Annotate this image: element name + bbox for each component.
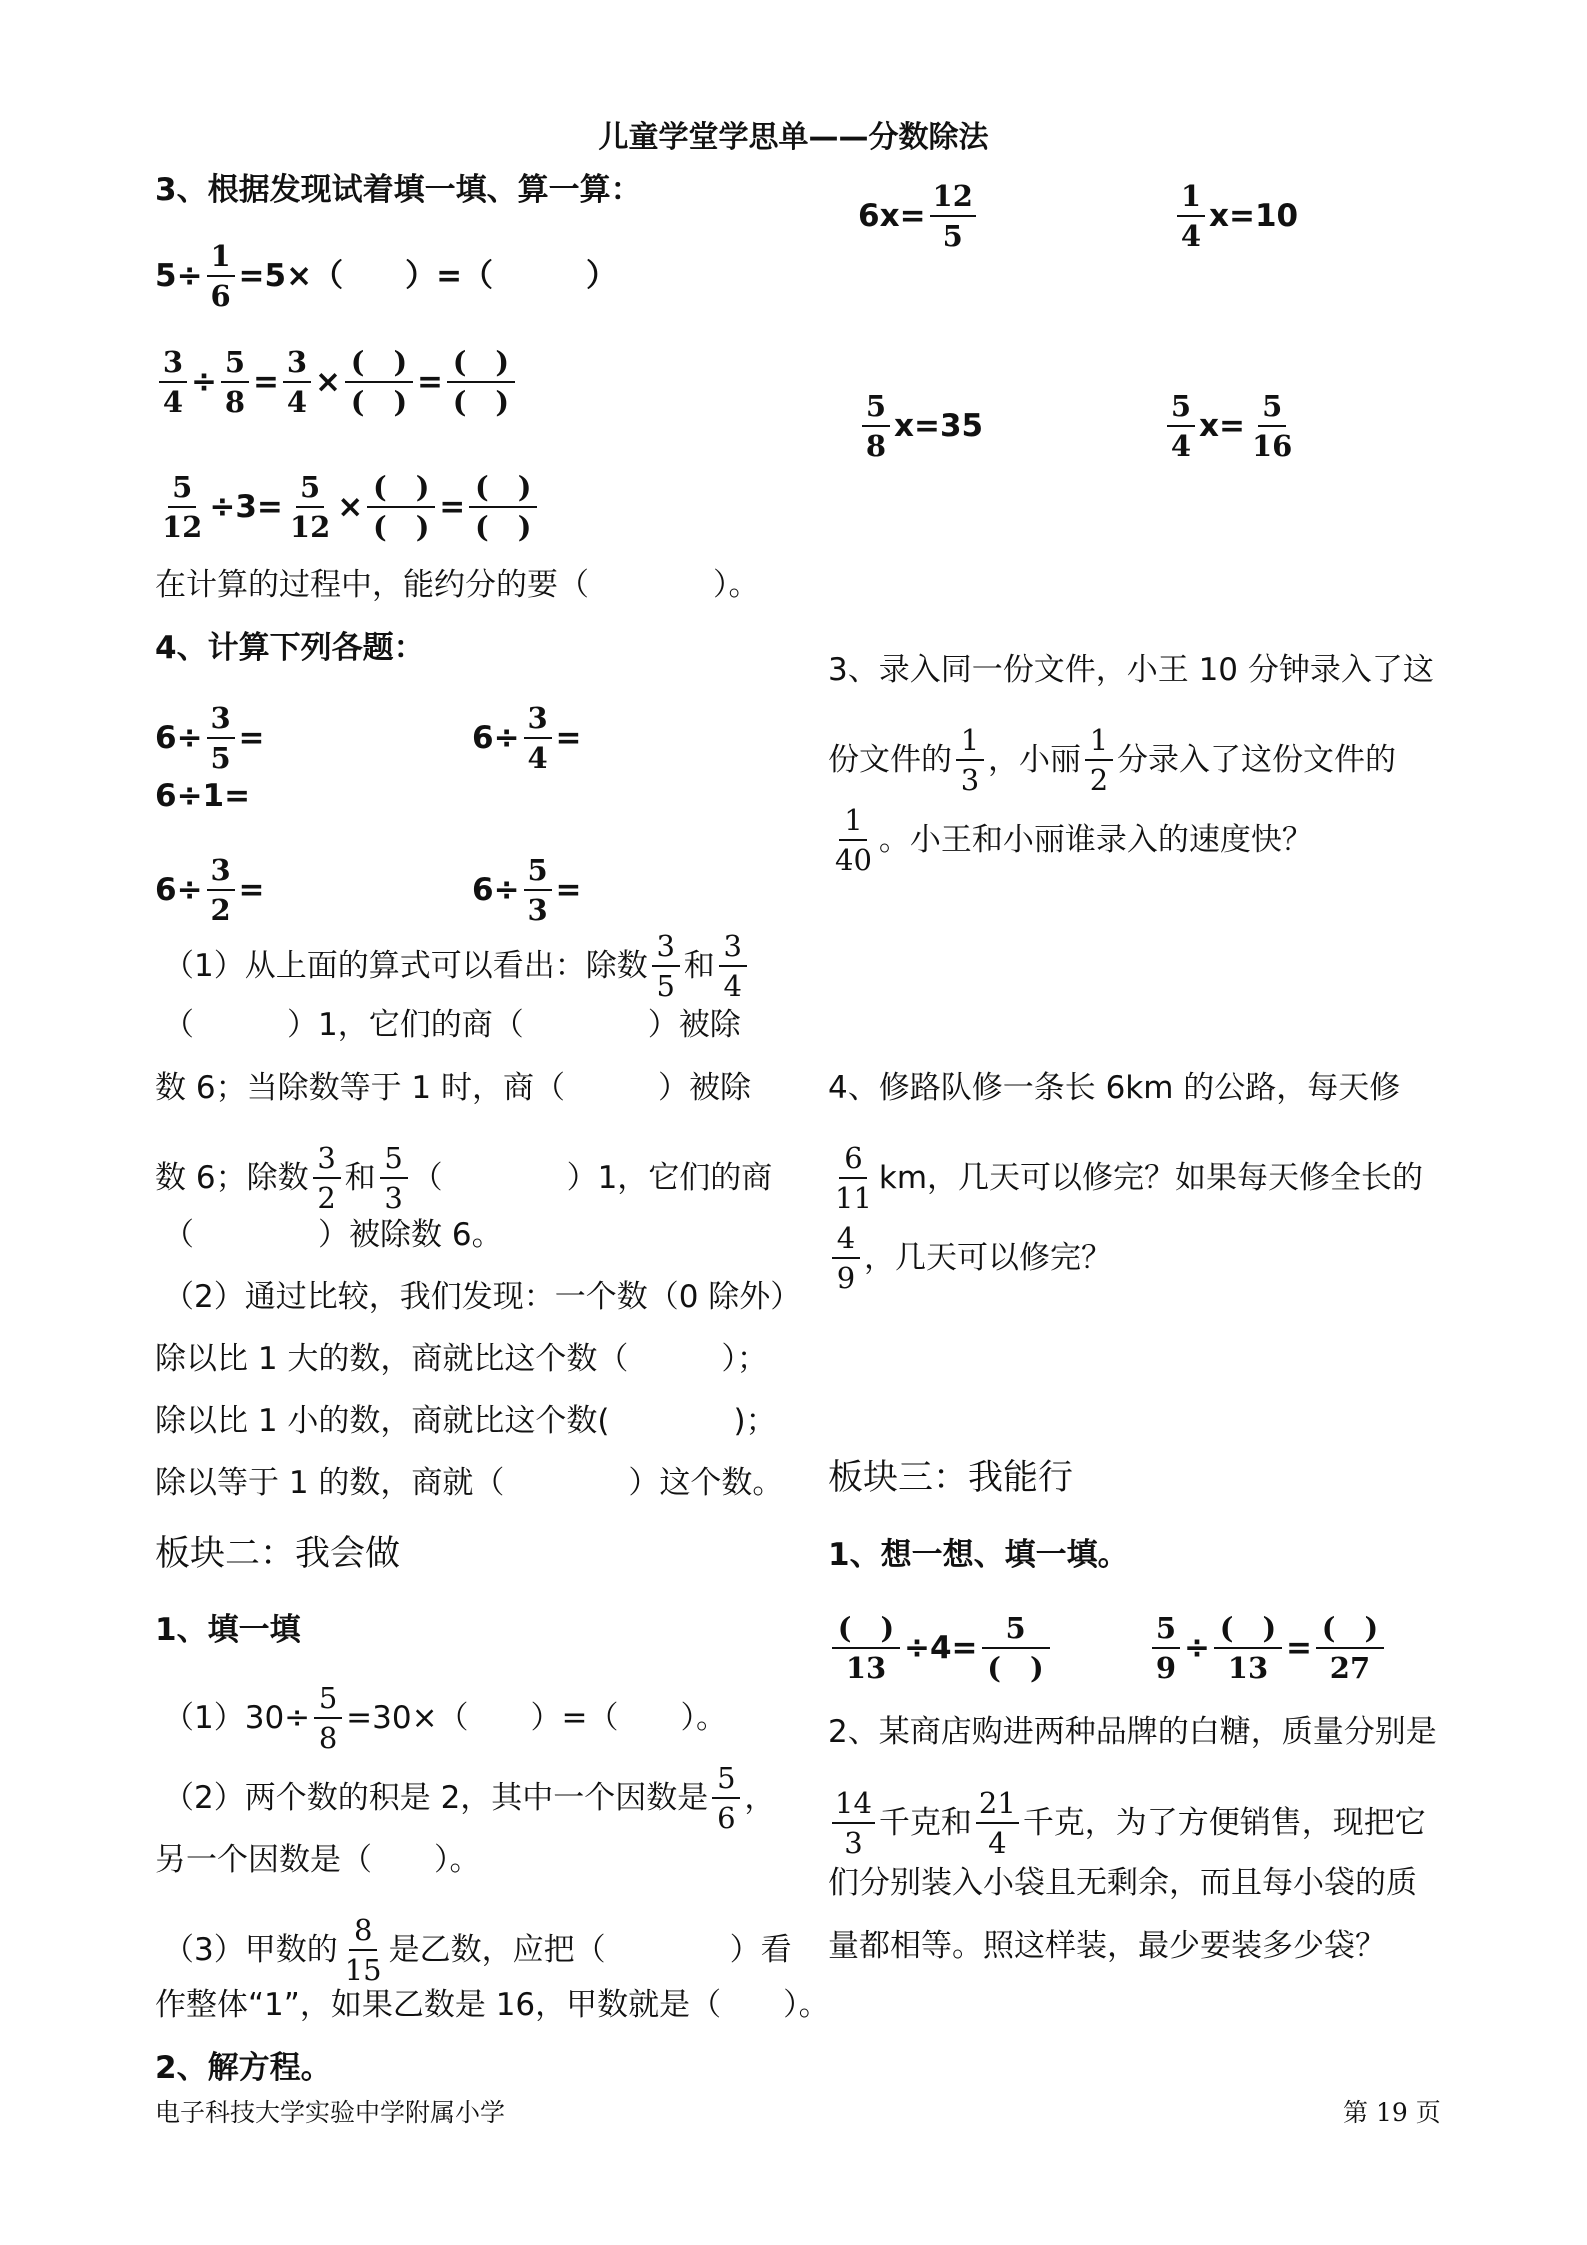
q3-note: 在计算的过程中，能约分的要（ ）。 [155, 567, 760, 603]
q4-item-e: 6÷ $\frac{5}{3}$ = [472, 853, 582, 927]
fraction: $\frac{1}{6}$ [207, 238, 235, 314]
sec3-q2-line4: 量都相等。照这样装，最少要装多少袋？ [828, 1928, 1386, 1964]
q4-heading: 4、计算下列各题： [155, 630, 425, 666]
q4-item-d: 6÷ $\frac{3}{2}$ = [155, 853, 265, 927]
r-q4-line1: 4、修路队修一条长 6km 的公路，每天修 [828, 1070, 1401, 1106]
sec2-item3-line2: 作整体“1”，如果乙数是 16，甲数就是（ ）。 [155, 1987, 830, 2023]
r-q3-line1: 3、录入同一份文件，小王 10 分钟录入了这 [828, 652, 1434, 688]
q4-p1-line3: 数 6；当除数等于 1 时，商（ ）被除 [155, 1070, 752, 1106]
q4-p1-line2: （ ）1，它们的商（ ）被除 [163, 1007, 741, 1043]
equation-1: 6x= $\frac{12}{5}$ [858, 178, 980, 254]
footer-page-number: 第 19 页 [1343, 2098, 1441, 2127]
q3-line2: $\frac{3}{4}$ ÷ $\frac{5}{8}$ = $\frac{3}{4}$ × $\frac{( )}{( )}$ = $\frac{( )}{( )}$ [155, 344, 519, 420]
q4-item-b: 6÷ $\frac{3}{4}$ = [472, 701, 582, 775]
q4-item-c: 6÷1= [155, 778, 251, 814]
equation-3: $\frac{5}{8}$ x=35 [858, 388, 983, 464]
q4-p2-line3: 除以比 1 小的数，商就比这个数( )； [155, 1403, 777, 1439]
equation-4: $\frac{5}{4}$ x= $\frac{5}{16}$ [1163, 388, 1299, 464]
sec2-item1: （1）30÷ $\frac{5}{8}$ =30×（ ）=（ ）。 [163, 1681, 728, 1755]
sec3-q2-line3: 们分别装入小袋且无剩余，而且每小袋的质 [828, 1865, 1417, 1901]
sec2-item2-line1: （2）两个数的积是 2，其中一个因数是 $\frac{5}{6}$ ， [163, 1761, 776, 1835]
r-q3-line2: 份文件的 $\frac{1}{3}$ ，小丽 $\frac{1}{2}$ 分录入了这份文件的 [828, 723, 1396, 797]
sec2-item2-line2: 另一个因数是（ ）。 [155, 1842, 481, 1878]
q4-p1-line4: 数 6；除数 $\frac{3}{2}$ 和 $\frac{5}{3}$ （ ）1，它们的商 [155, 1141, 773, 1215]
sec3-expr-2: $\frac{5}{9}$ ÷ $\frac{( )}{13}$ = $\frac{( )}{27}$ [1148, 1610, 1388, 1686]
r-q4-line3: $\frac{4}{9}$ ，几天可以修完？ [828, 1220, 1112, 1296]
q4-p1-line1: （1）从上面的算式可以看出：除数 $\frac{3}{5}$ 和 $\frac{3}{4}$ [163, 928, 751, 1004]
q3-heading: 3、根据发现试着填一填、算一算： [155, 172, 642, 208]
section2-heading: 板块二：我会做 [155, 1534, 401, 1574]
sec2-q1-heading: 1、填一填 [155, 1612, 301, 1648]
sec3-q2-line2: $\frac{14}{3}$ 千克和 $\frac{21}{4}$ 千克，为了方便销售，现把它 [828, 1785, 1426, 1861]
r-q4-line2: $\frac{6}{11}$ km，几天可以修完？如果每天修全长的 [835, 1141, 1424, 1215]
page-title: 儿童学堂学思单——分数除法 [598, 120, 989, 155]
sec2-item3-line1: （3）甲数的 $\frac{8}{15}$ 是乙数，应把（ ）看 [163, 1913, 792, 1987]
r-q3-line3: $\frac{1}{40}$ 。小王和小丽谁录入的速度快？ [835, 803, 1313, 877]
q3-line3: $\frac{5}{12}$ ÷3= $\frac{5}{12}$ × $\frac{( )}{( )}$ = $\frac{( )}{( )}$ [155, 469, 541, 545]
q4-p2-line1: （2）通过比较，我们发现：一个数（0 除外） [163, 1279, 802, 1315]
q4-item-a: 6÷ $\frac{3}{5}$ = [155, 701, 265, 775]
sec2-q2-heading: 2、解方程。 [155, 2050, 332, 2086]
equation-2: $\frac{1}{4}$ x=10 [1173, 178, 1298, 254]
q3-line1: 5÷ $\frac{1}{6}$ =5×（ ）=（ ） [155, 239, 618, 313]
footer-school: 电子科技大学实验中学附属小学 [155, 2098, 506, 2127]
sec3-q2-line1: 2、某商店购进两种品牌的白糖，质量分别是 [828, 1714, 1437, 1750]
sec3-expr-1: $\frac{( )}{13}$ ÷4= $\frac{5}{( )}$ [828, 1610, 1054, 1686]
q4-p2-line4: 除以等于 1 的数，商就（ ）这个数。 [155, 1465, 784, 1501]
q4-p2-line2: 除以比 1 大的数，商就比这个数（ ）； [155, 1341, 768, 1377]
section3-heading: 板块三：我能行 [828, 1458, 1074, 1498]
q4-p1-line5: （ ）被除数 6。 [163, 1217, 503, 1253]
sec3-q1-heading: 1、想一想、填一填。 [828, 1537, 1129, 1573]
